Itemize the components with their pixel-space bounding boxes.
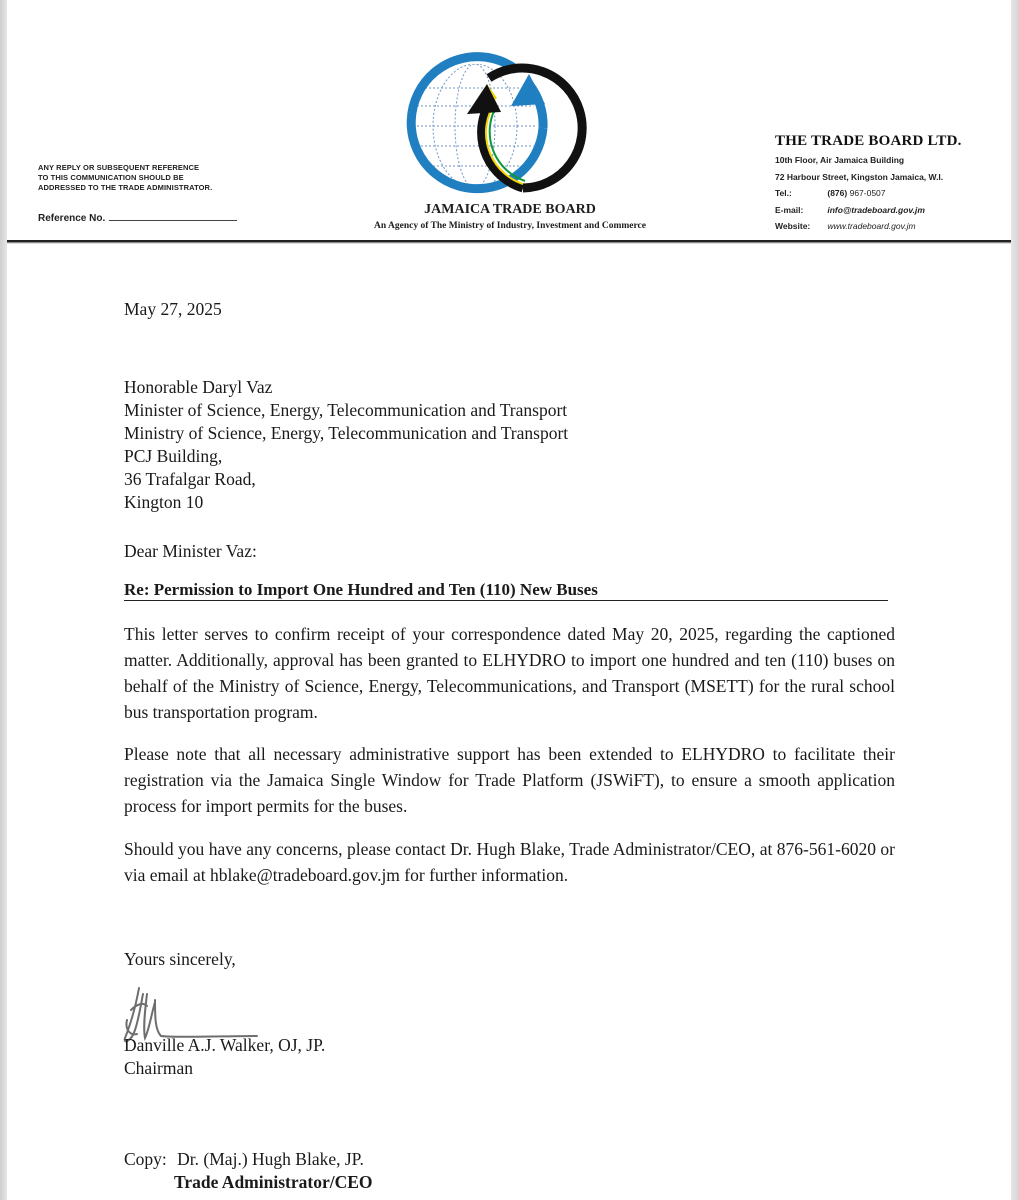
recipient-address <box>124 376 568 514</box>
recipient-line: Ministry of Science, Energy, Telecommunication and Transport <box>124 423 569 443</box>
company-name: THE TRADE BOARD LTD. <box>775 133 962 149</box>
copy-name: Dr. (Maj.) Hugh Blake, JP. <box>177 1149 364 1169</box>
body-paragraph-3: Should you have any concerns, please contact Dr. Hugh Blake, Trade Administrator/CEO, at 876-561-6020 or via email at hblake@tradeboard.gov.jm for further information. <box>124 839 895 885</box>
org-name: JAMAICA TRADE BOARD <box>424 202 596 217</box>
closing: Yours sincerely, <box>124 949 236 969</box>
email-label: E-mail: <box>775 204 804 215</box>
jamaica-trade-board-logo-icon <box>405 48 625 208</box>
letter-date: May 27, 2025 <box>124 299 222 319</box>
tel-label: Tel.: <box>775 188 792 198</box>
copy-block <box>124 1148 373 1194</box>
body-paragraph-2: Please note that all necessary administrative support has been extended to ELHYDRO to facilitate their registration via the Jamaica Single Window for Trade Platform (JSWiFT), to ensure a smooth application process for import permits for the buses. <box>124 744 895 816</box>
tel-number: 967-0507 <box>849 188 886 198</box>
page-edge-right <box>1011 0 1019 1200</box>
email-link[interactable]: info@tradeboard.gov.jm <box>827 204 925 215</box>
reference-blank-line <box>109 211 237 221</box>
company-website-row <box>775 218 962 235</box>
header-divider <box>7 240 1011 244</box>
company-address-line: 10th Floor, Air Jamaica Building <box>775 155 905 165</box>
copy-label: Copy: <box>124 1149 167 1169</box>
recipient-line: Minister of Science, Energy, Telecommunication and Transport <box>124 400 568 420</box>
reference-label: Reference No. <box>38 213 106 224</box>
reference-number <box>38 211 237 224</box>
recipient-line: 36 Trafalgar Road, <box>124 469 256 489</box>
company-address-line: 72 Harbour Street, Kingston Jamaica, W.I. <box>775 171 944 182</box>
website-link[interactable]: www.tradeboard.gov.jm <box>827 221 916 231</box>
company-tel-row <box>775 185 962 202</box>
signatory-block <box>124 1034 325 1080</box>
signatory-title: Chairman <box>124 1058 194 1078</box>
subject-line: Re: Permission to Import One Hundred and Ten (110) New Buses <box>124 580 888 601</box>
recipient-line: Kington 10 <box>124 492 204 512</box>
recipient-line: Honorable Daryl Vaz <box>124 377 273 397</box>
notice-line: ANY REPLY OR SUBSEQUENT REFERENCE <box>38 163 200 172</box>
website-label: Website: <box>775 221 811 231</box>
signatory-name: Danville A.J. Walker, OJ, JP. <box>124 1035 326 1055</box>
notice-line: ADDRESSED TO THE TRADE ADMINISTRATOR. <box>38 183 213 192</box>
body-paragraph-1: This letter serves to confirm receipt of your correspondence dated May 20, 2025, regarding the captioned matter. Additionally, approval has been granted to ELHYDRO to import one hundred and ten (110) buses on behalf of the Ministry of Science, Energy, Telecommunications, and Transport (MSETT) for the rural school bus transportation program. <box>124 624 895 722</box>
company-email-row <box>775 202 962 219</box>
notice-line: TO THIS COMMUNICATION SHOULD BE <box>38 173 184 182</box>
tel-area-code: (876) <box>827 188 848 198</box>
page-edge-left <box>0 0 7 1200</box>
reply-notice <box>38 163 212 193</box>
org-subtitle: An Agency of The Ministry of Industry, Investment and Commerce <box>374 221 646 231</box>
copy-title: Trade Administrator/CEO <box>174 1172 373 1192</box>
salutation: Dear Minister Vaz: <box>124 541 257 561</box>
recipient-line: PCJ Building, <box>124 446 223 466</box>
company-contact-block <box>775 133 962 235</box>
